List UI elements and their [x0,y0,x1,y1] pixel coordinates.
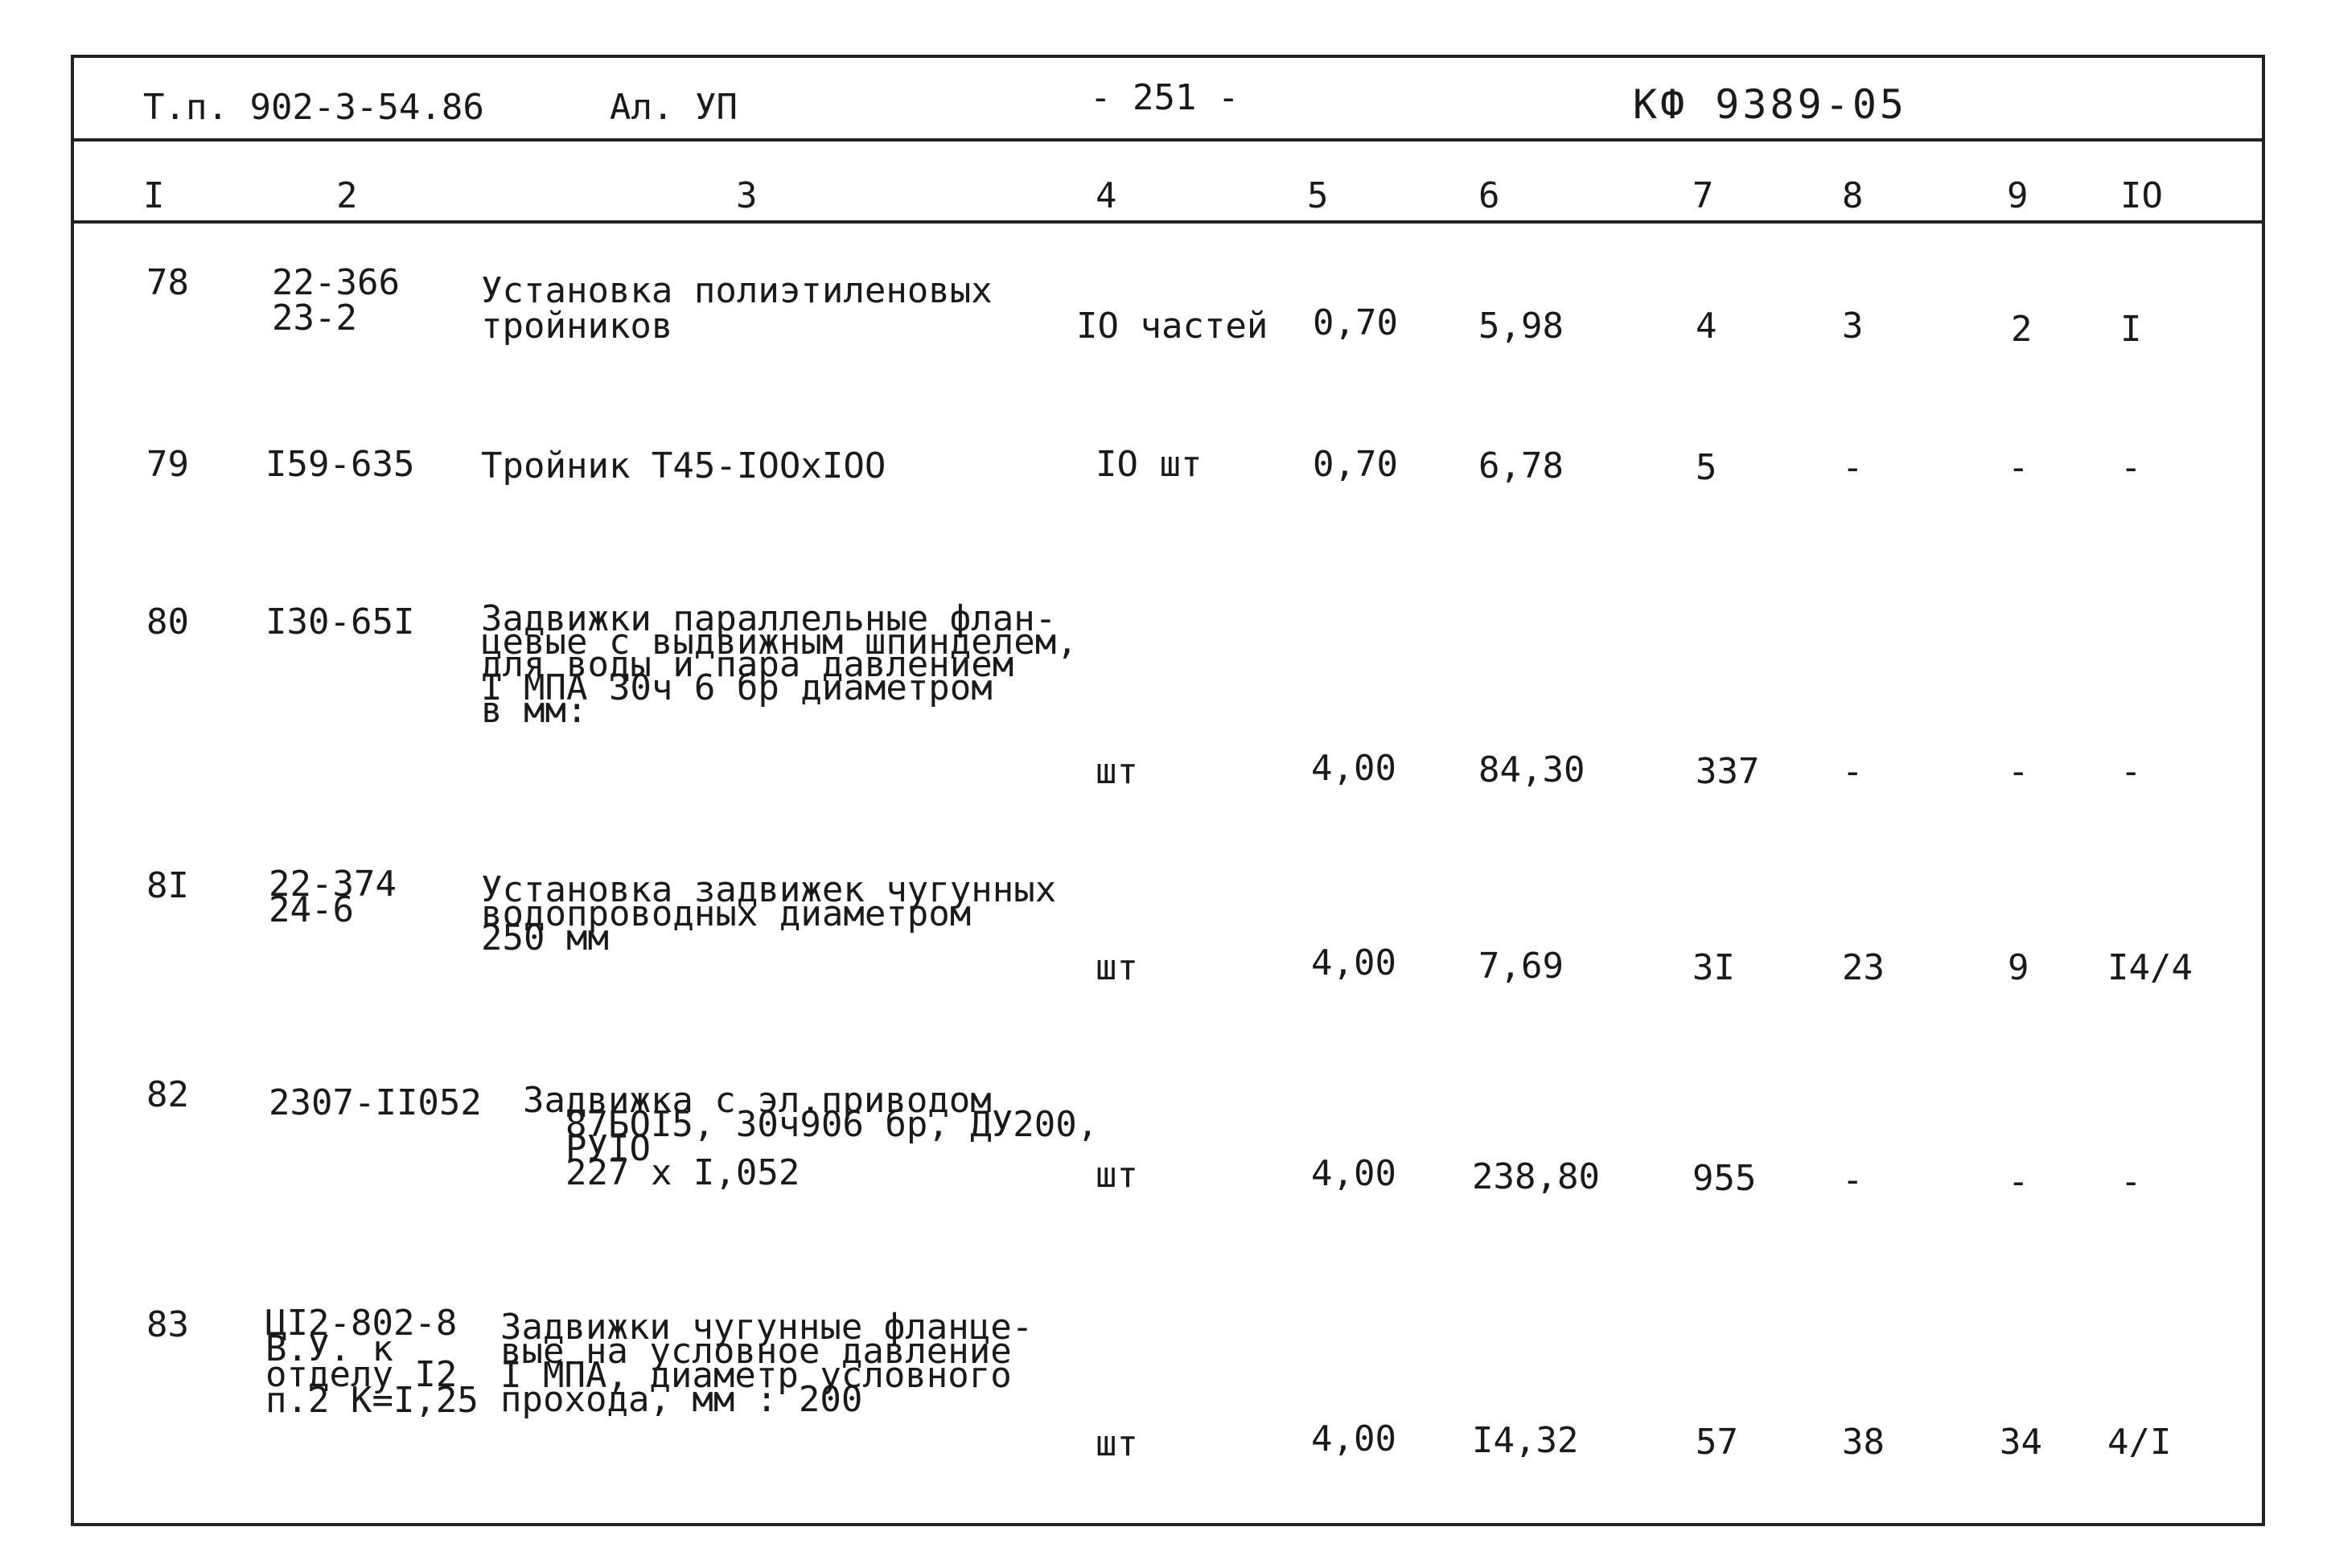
album-label: Ал. УП [610,87,738,128]
column-number-10: IO [2120,175,2163,216]
document-code: КФ 9389-05 [1633,81,1908,128]
row-col5: 4,00 [1311,942,1396,983]
row-col6: 7,69 [1478,946,1564,987]
row-col6: 5,98 [1478,306,1564,347]
row-col9: - [2008,1161,2029,1202]
row-col5: 0,70 [1313,444,1398,485]
row-col10: I4/4 [2107,947,2193,988]
row-unit: шт [1096,1155,1138,1196]
row-col8: 38 [1842,1422,1885,1463]
column-number-9: 9 [2007,175,2029,216]
row-col7: 4 [1696,306,1717,347]
row-number: 80 [146,601,189,642]
row-col8: - [1842,447,1864,488]
row-number: 78 [146,262,189,303]
row-number: 79 [146,444,189,485]
row-col9: 9 [2008,947,2029,988]
row-col7: 337 [1696,751,1760,792]
row-unit: IO шт [1096,444,1203,485]
row-description: Задвижки чугунные фланце- вые на условное давление I МПА, диаметр условного прохода, мм : 200 [500,1307,1034,1420]
row-col10: - [2120,751,2142,792]
row-col7: 3I [1692,947,1735,988]
column-header-divider [71,220,2265,224]
row-col8: 3 [1842,306,1864,347]
row-unit: шт [1096,947,1138,988]
row-col7: 5 [1696,447,1717,488]
row-code: I30-65I [265,601,415,642]
row-col6: I4,32 [1472,1420,1579,1461]
row-description: Задвижки параллельные флан- цевые с выдвижным шпинделем, для воды и пара давлением I МПА 30ч 6 бр диаметром в мм: [481,598,1078,731]
row-description: Установка полиэтиленовых тройников [481,270,993,347]
column-number-3: 3 [736,175,758,216]
row-unit: шт [1096,751,1138,792]
row-unit: IO частей [1076,306,1268,347]
row-col7: 955 [1692,1158,1757,1199]
column-number-7: 7 [1692,175,1714,216]
row-number: 83 [146,1304,189,1345]
row-number: 82 [146,1074,189,1115]
row-code: 22-366 23-2 [272,262,400,339]
row-col6: 84,30 [1478,749,1585,790]
row-col8: - [1842,751,1864,792]
header-divider [71,138,2265,142]
column-number-5: 5 [1307,175,1329,216]
row-col6: 238,80 [1472,1156,1600,1197]
row-col9: - [2008,447,2029,488]
row-col8: - [1842,1160,1864,1201]
row-col5: 4,00 [1311,1153,1396,1194]
row-code: I59-635 [265,444,415,485]
row-code: 2307-II052 [269,1082,482,1123]
column-number-2: 2 [336,175,358,216]
row-number: 8I [146,865,189,906]
row-code: ЦI2-802-8 В.У. к отделу I2 п.2 К=I,25 [265,1303,479,1421]
row-col7: 57 [1696,1422,1738,1463]
column-number-4: 4 [1096,175,1117,216]
page-number: - 251 - [1090,77,1240,118]
row-col5: 4,00 [1311,1418,1396,1459]
column-number-8: 8 [1842,175,1864,216]
row-col10: - [2120,1161,2142,1202]
row-col6: 6,78 [1478,445,1564,486]
row-col8: 23 [1842,947,1885,988]
row-unit: шт [1096,1423,1138,1464]
column-number-6: 6 [1478,175,1500,216]
row-description: Установка задвижек чугунных водопроводных диаметром 250 мм [481,869,1057,958]
series-label: Т.п. 902-3-54.86 [143,87,484,128]
row-col9: - [2008,751,2029,792]
row-col10: 4/I [2107,1422,2172,1463]
row-col10: I [2120,309,2142,350]
column-number-1: I [143,175,165,216]
row-code: 22-374 24-6 [269,864,397,930]
row-col9: 34 [2000,1422,2042,1463]
row-description: Задвижка с эл.приводом 87БOI5, 30ч906 бр, ДУ200, РУIO 227 x I,052 [523,1080,1099,1193]
row-col5: 0,70 [1313,302,1398,343]
row-col5: 4,00 [1311,748,1396,789]
row-col9: 2 [2011,309,2033,350]
row-col10: - [2120,447,2142,488]
row-description: Тройник Т45-IOOxIOO [481,445,886,486]
